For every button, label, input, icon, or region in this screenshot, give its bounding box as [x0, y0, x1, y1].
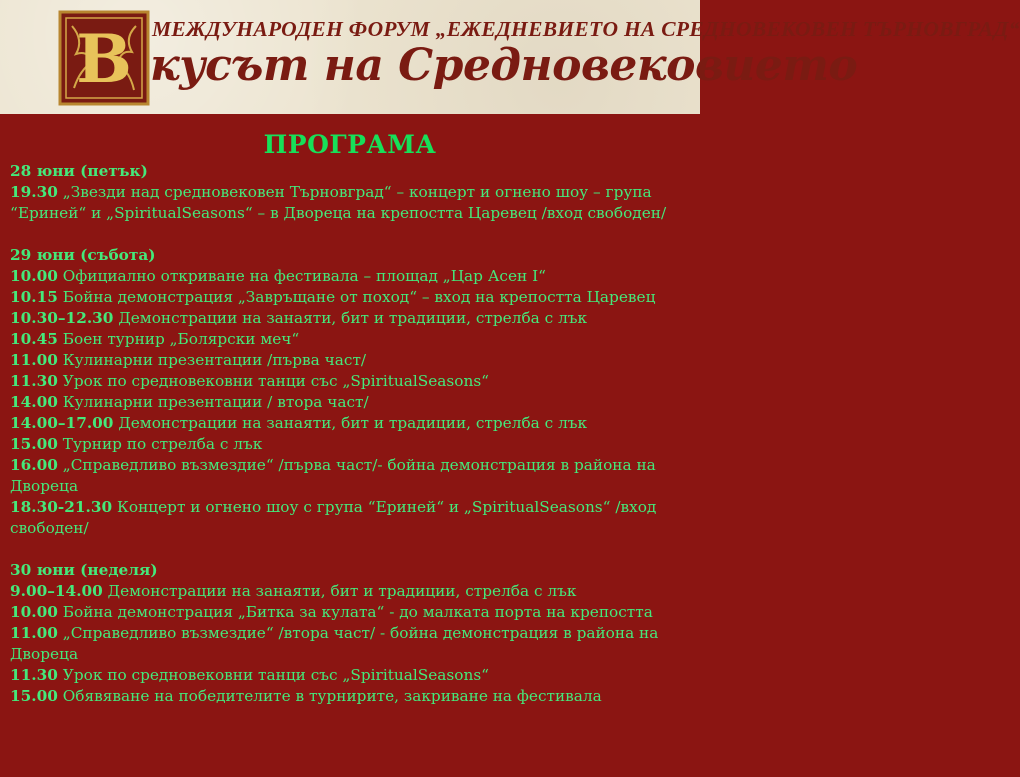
- event-description: Бойна демонстрация „Завръщане от поход“ – вход на крепостта Царевец: [57, 288, 656, 306]
- event-time: 15.00: [10, 435, 58, 453]
- event-time: 14.00–17.00: [10, 414, 114, 432]
- day-heading: 30 юни (неделя): [10, 561, 158, 579]
- event-description: „Звезди над средновековен Търновград“ – концерт и огнено шоу – група “Ериней“ и „SpiritualSeasons“ – в Двореца на крепостта Царевец /вход свободен/: [10, 183, 667, 222]
- event-description: Бойна демонстрация „Битка за кулата“ - до малката порта на крепостта: [57, 603, 653, 621]
- event-time: 10.00: [10, 267, 58, 285]
- event-time: 11.00: [10, 351, 58, 369]
- program-event: [10, 182, 690, 224]
- event-time: 14.00: [10, 393, 58, 411]
- event-description: Демонстрации на занаяти, бит и традиции, стрелба с лък: [102, 582, 577, 600]
- day-spacer: [10, 539, 690, 560]
- event-time: 19.30: [10, 183, 58, 201]
- day-heading: 29 юни (събота): [10, 246, 156, 264]
- event-time: 10.15: [10, 288, 58, 306]
- program-event: [10, 287, 690, 308]
- event-time: 11.30: [10, 666, 58, 684]
- program-event: [10, 392, 690, 413]
- day-heading: 28 юни (петък): [10, 162, 148, 180]
- program-event: [10, 413, 690, 434]
- event-description: Урок по средновековни танци със „SpiritualSeasons“: [57, 372, 489, 390]
- program-event: [10, 623, 690, 665]
- event-time: 16.00: [10, 456, 58, 474]
- program-event: [10, 602, 690, 623]
- event-description: Турнир по стрелба с лък: [57, 435, 263, 453]
- event-subtitle: кусът на Средновековието: [150, 40, 858, 91]
- program-event: [10, 581, 690, 602]
- header-banner: [0, 0, 1020, 114]
- program-event: [10, 308, 690, 329]
- program-event: [10, 497, 690, 539]
- program-event: [10, 434, 690, 455]
- program-section: [0, 114, 700, 777]
- program-event: [10, 686, 690, 707]
- event-time: 11.30: [10, 372, 58, 390]
- day-spacer: [10, 224, 690, 245]
- event-description: Кулинарни презентации /първа част/: [57, 351, 367, 369]
- event-description: Обявяване на победителите в турнирите, закриване на фестивала: [57, 687, 602, 705]
- ornamental-initial-logo: [58, 10, 150, 106]
- event-description: „Справедливо възмездие“ /втора част/ - бойна демонстрация в района на Двореца: [10, 624, 659, 663]
- event-time: 11.00: [10, 624, 58, 642]
- event-time: 10.30–12.30: [10, 309, 114, 327]
- program-event: [10, 665, 690, 686]
- event-description: Официално откриване на фестивала – площад „Цар Асен I“: [57, 267, 546, 285]
- program-list: [10, 161, 690, 707]
- program-event: [10, 455, 690, 497]
- event-time: 9.00–14.00: [10, 582, 103, 600]
- event-description: Урок по средновековни танци със „SpiritualSeasons“: [57, 666, 489, 684]
- event-description: Концерт и огнено шоу с група “Ериней“ и „SpiritualSeasons“ /вход свободен/: [10, 498, 657, 537]
- event-description: Боен турнир „Болярски меч“: [57, 330, 300, 348]
- program-event: [10, 266, 690, 287]
- program-event: [10, 350, 690, 371]
- svg-text:В: В: [76, 20, 132, 98]
- event-description: Кулинарни презентации / втора част/: [57, 393, 369, 411]
- event-time: 10.45: [10, 330, 58, 348]
- program-title: ПРОГРАМА: [263, 130, 437, 159]
- forum-title: МЕЖДУНАРОДЕН ФОРУМ „ЕЖЕДНЕВИЕТО НА СРЕДНОВЕКОВЕН ТЪРНОВГРАД“: [152, 17, 1020, 41]
- event-time: 15.00: [10, 687, 58, 705]
- event-description: Демонстрации на занаяти, бит и традиции, стрелба с лък: [113, 414, 588, 432]
- event-description: „Справедливо възмездие“ /първа част/- бойна демонстрация в района на Двореца: [10, 456, 656, 495]
- event-time: 10.00: [10, 603, 58, 621]
- event-time: 18.30-21.30: [10, 498, 113, 516]
- program-event: [10, 329, 690, 350]
- event-description: Демонстрации на занаяти, бит и традиции, стрелба с лък: [113, 309, 588, 327]
- program-event: [10, 371, 690, 392]
